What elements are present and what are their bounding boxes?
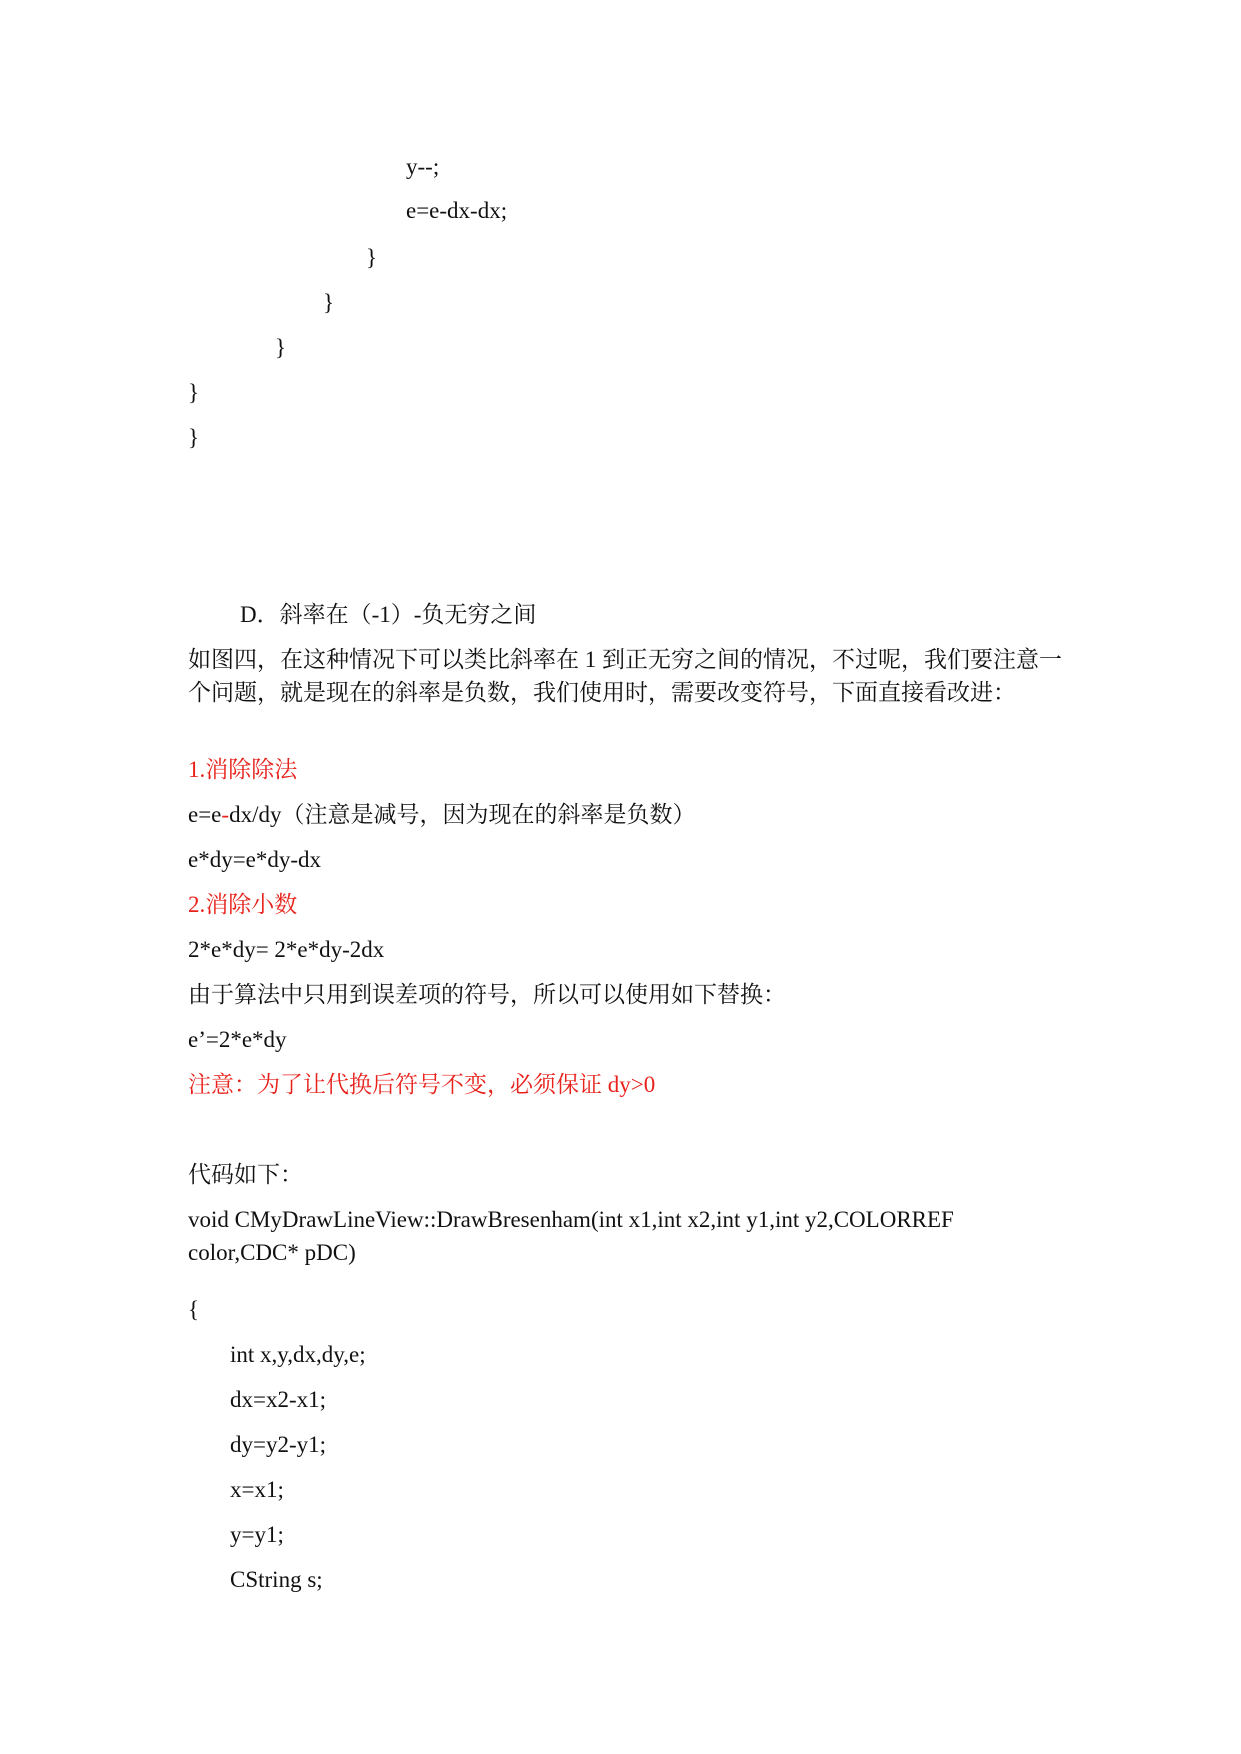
code-closing-brace-2: }	[323, 290, 335, 315]
equation-4: e’=2*e*dy	[188, 1027, 287, 1052]
code-line-x: x=x1;	[230, 1477, 284, 1502]
section-intro-paragraph: 如图四，在这种情况下可以类比斜率在 1 到正无穷之间的情况，不过呢，我们要注意一个问题，就是现在的斜率是负数，我们使用时，需要改变符号，下面直接看改进：	[188, 647, 1062, 705]
equation-1-minus: -	[221, 802, 230, 827]
code-intro: 代码如下：	[188, 1162, 303, 1187]
code-closing-brace-3: }	[275, 335, 287, 360]
equation-1-part-b: dx/dy（注意是减号，因为现在的斜率是负数）	[229, 802, 696, 827]
code-line-dy: dy=y2-y1;	[230, 1432, 327, 1457]
code-open-brace: {	[188, 1297, 200, 1322]
step2-title: 2.消除小数	[188, 892, 298, 917]
code-closing-brace-4: }	[188, 380, 200, 405]
code-line-y-decrement: y--;	[406, 154, 440, 179]
equation-1-part-a: e=e	[188, 802, 222, 827]
code-line-cstring: CString s;	[230, 1567, 323, 1592]
code-line-declarations: int x,y,dx,dy,e;	[230, 1342, 366, 1367]
code-closing-brace-5: }	[188, 425, 200, 450]
equation-2: e*dy=e*dy-dx	[188, 847, 322, 872]
code-line-y: y=y1;	[230, 1522, 284, 1547]
code-line-dx: dx=x2-x1;	[230, 1387, 327, 1412]
equation-1	[188, 800, 695, 830]
explanation-text: 由于算法中只用到误差项的符号，所以可以使用如下替换：	[188, 982, 786, 1007]
code-line-error-update: e=e-dx-dx;	[406, 198, 508, 223]
code-function-signature: void CMyDrawLineView::DrawBresenham(int x1,int x2,int y1,int y2,COLORREF color,CDC* pDC)	[188, 1207, 954, 1265]
note-text: 注意：为了让代换后符号不变，必须保证 dy>0	[188, 1072, 656, 1097]
equation-3: 2*e*dy= 2*e*dy-2dx	[188, 937, 385, 962]
code-closing-brace-1: }	[366, 245, 378, 270]
section-heading: D．斜率在（-1）-负无穷之间	[240, 602, 537, 627]
step1-title: 1.消除除法	[188, 757, 298, 782]
